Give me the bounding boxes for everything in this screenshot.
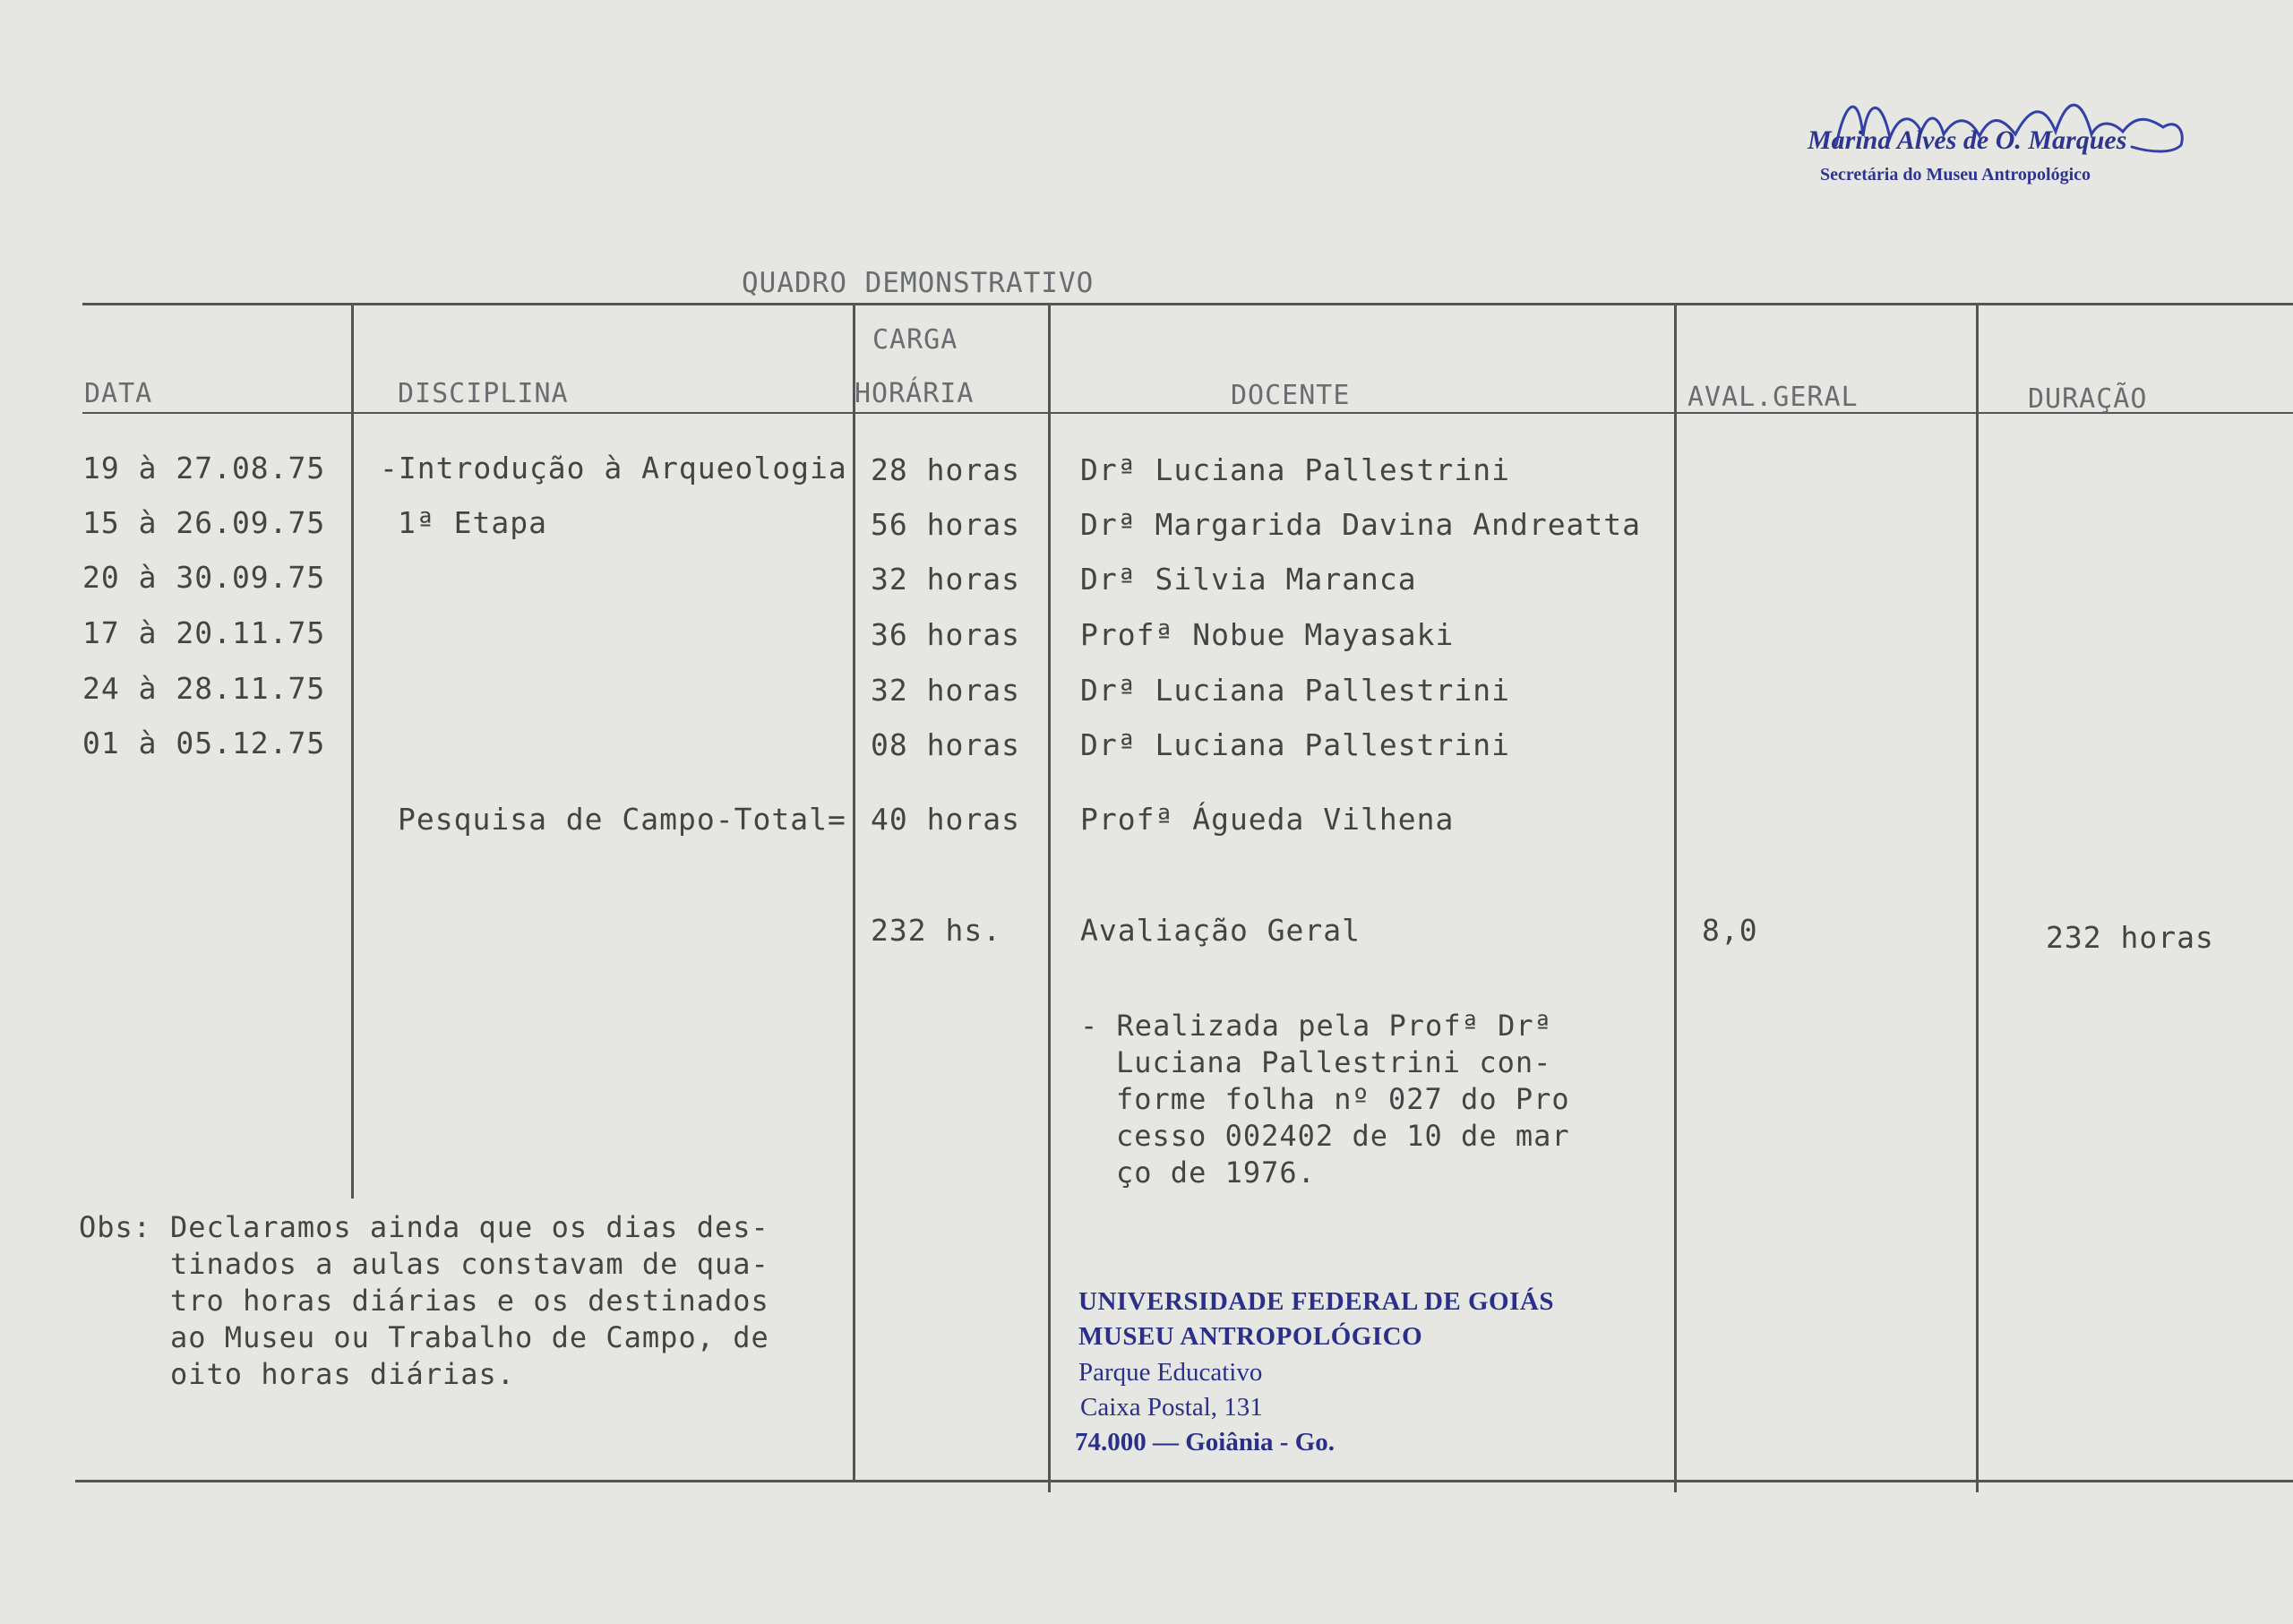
stamp-university: UNIVERSIDADE FEDERAL DE GOIÁS bbox=[1078, 1287, 1554, 1316]
field-research-teacher: Profª Águeda Vilhena bbox=[1080, 802, 1455, 837]
note-line: - Realizada pela Profª Drª bbox=[1080, 1009, 1552, 1043]
row-date: 20 à 30.09.75 bbox=[82, 560, 326, 595]
row-date: 19 à 27.08.75 bbox=[82, 451, 326, 485]
signature-title: Secretária do Museu Antropológico bbox=[1820, 165, 2091, 185]
row-teacher: Profª Nobue Mayasaki bbox=[1080, 617, 1455, 652]
col-divider-2 bbox=[853, 303, 855, 1482]
obs-line: tro horas diárias e os destinados bbox=[170, 1284, 769, 1318]
stamp-city: 74.000 — Goiânia - Go. bbox=[1075, 1428, 1335, 1456]
obs-line: Declaramos ainda que os dias des- bbox=[170, 1210, 769, 1244]
row-teacher: Drª Margarida Davina Andreatta bbox=[1080, 507, 1642, 542]
header-disciplina: DISCIPLINA bbox=[398, 378, 569, 409]
row-date: 15 à 26.09.75 bbox=[82, 505, 326, 540]
signature-name: Marina Alves de O. Marques bbox=[1808, 125, 2127, 155]
general-evaluation-label: Avaliação Geral bbox=[1080, 913, 1361, 948]
row-date: 17 à 20.11.75 bbox=[82, 615, 326, 650]
obs-line: tinados a aulas constavam de qua- bbox=[170, 1247, 769, 1281]
stamp-park: Parque Educativo bbox=[1078, 1358, 1263, 1387]
row-discipline: -Introdução à Arqueologia bbox=[380, 451, 847, 485]
col-divider-1 bbox=[351, 303, 354, 1199]
field-research-hours: 40 horas bbox=[871, 802, 1020, 837]
stamp-museum: MUSEU ANTROPOLÓGICO bbox=[1078, 1322, 1423, 1351]
row-teacher: Drª Luciana Pallestrini bbox=[1080, 452, 1510, 487]
header-docente: DOCENTE bbox=[1231, 380, 1351, 411]
note-line: ço de 1976. bbox=[1116, 1156, 1316, 1190]
total-hours: 232 hs. bbox=[871, 913, 1002, 948]
row-teacher: Drª Luciana Pallestrini bbox=[1080, 673, 1510, 708]
header-carga-top: CARGA bbox=[872, 324, 958, 356]
header-bottom-rule bbox=[82, 412, 2293, 414]
table-bottom-rule bbox=[75, 1480, 2293, 1482]
obs-label: Obs: bbox=[79, 1210, 152, 1244]
header-carga-bottom: HORÁRIA bbox=[855, 378, 975, 409]
row-date: 01 à 05.12.75 bbox=[82, 726, 326, 760]
row-date: 24 à 28.11.75 bbox=[82, 671, 326, 706]
row-hours: 32 horas bbox=[871, 562, 1020, 597]
general-evaluation-grade: 8,0 bbox=[1702, 913, 1758, 948]
row-hours: 56 horas bbox=[871, 507, 1020, 542]
field-research-discipline: Pesquisa de Campo-Total= bbox=[398, 802, 846, 837]
row-discipline: 1ª Etapa bbox=[398, 505, 547, 540]
header-duracao: DURAÇÃO bbox=[2028, 383, 2148, 415]
row-hours: 36 horas bbox=[871, 617, 1020, 652]
obs-line: oito horas diárias. bbox=[170, 1357, 516, 1391]
note-line: cesso 002402 de 10 de mar bbox=[1116, 1119, 1570, 1153]
col-divider-5 bbox=[1976, 303, 1979, 1492]
document-title: QUADRO DEMONSTRATIVO bbox=[742, 267, 1095, 299]
obs-line: ao Museu ou Trabalho de Campo, de bbox=[170, 1320, 769, 1354]
row-hours: 32 horas bbox=[871, 673, 1020, 708]
stamp-postal-box: Caixa Postal, 131 bbox=[1080, 1393, 1263, 1422]
row-hours: 08 horas bbox=[871, 727, 1020, 762]
col-divider-3 bbox=[1048, 303, 1051, 1492]
note-line: Luciana Pallestrini con- bbox=[1116, 1045, 1552, 1079]
row-teacher: Drª Luciana Pallestrini bbox=[1080, 727, 1510, 762]
row-teacher: Drª Silvia Maranca bbox=[1080, 562, 1417, 597]
header-aval-geral: AVAL.GERAL bbox=[1688, 382, 1859, 413]
row-hours: 28 horas bbox=[871, 452, 1020, 487]
col-divider-4 bbox=[1674, 303, 1677, 1492]
table-top-rule bbox=[82, 303, 2293, 305]
note-line: forme folha nº 027 do Pro bbox=[1116, 1082, 1570, 1116]
header-data: DATA bbox=[84, 378, 153, 409]
total-duration: 232 horas bbox=[2046, 920, 2214, 955]
